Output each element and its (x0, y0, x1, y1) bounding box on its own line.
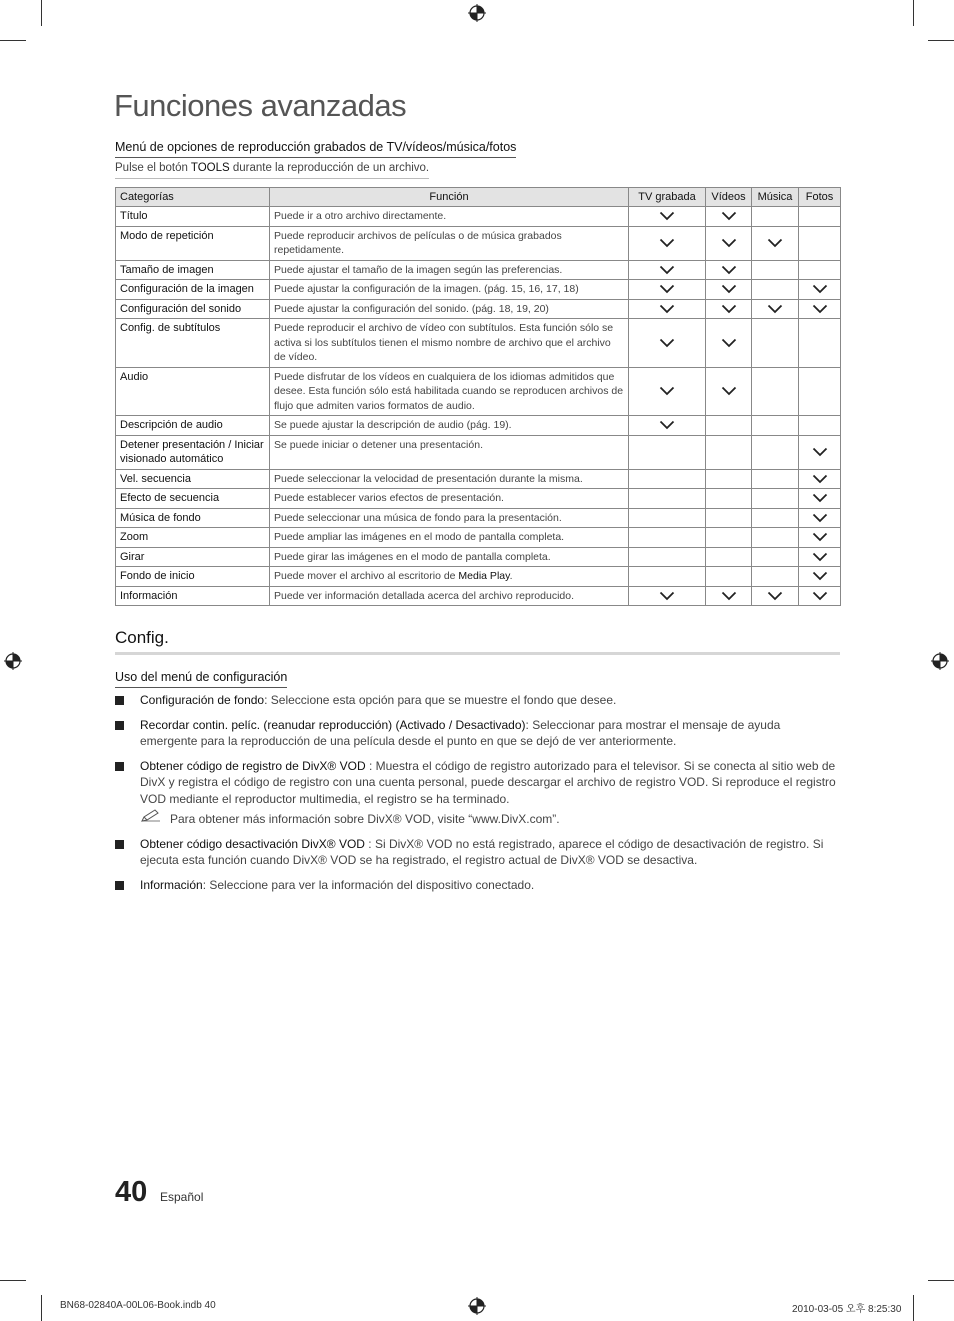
support-cell (752, 586, 799, 606)
page-title: Funciones avanzadas (114, 88, 407, 123)
support-cell (799, 226, 841, 260)
support-cell (706, 319, 752, 368)
checkmark-icon (812, 513, 828, 523)
support-cell (799, 528, 841, 548)
function-cell: Puede ver información detallada acerca del archivo reproducido. (270, 586, 629, 606)
support-cell (752, 528, 799, 548)
page-language: Español (160, 1190, 204, 1204)
support-cell (629, 508, 706, 528)
support-cell (629, 586, 706, 606)
function-cell: Puede disfrutar de los vídeos en cualquiera de los idiomas admitidos que desee. Esta función sólo está habilitada cuando se reproducen archivos de flujo que admiten varios formatos de audio. (270, 367, 629, 416)
support-cell (799, 367, 841, 416)
crop-mark (928, 40, 954, 41)
table-row (116, 567, 841, 587)
support-cell (706, 435, 752, 469)
function-cell: Puede reproducir el archivo de vídeo con subtítulos. Esta función sólo se activa si los subtítulos tienen el mismo nombre de archivo que el archivo de vídeo. (270, 319, 629, 368)
support-cell (799, 319, 841, 368)
checkmark-icon (767, 238, 783, 248)
support-cell (629, 528, 706, 548)
table-header-row (116, 188, 841, 207)
function-text: . (509, 570, 513, 582)
support-cell (629, 416, 706, 436)
support-cell (752, 489, 799, 509)
support-cell (799, 416, 841, 436)
support-cell (706, 528, 752, 548)
config-option-list (115, 692, 840, 901)
support-cell (752, 319, 799, 368)
support-cell (706, 367, 752, 416)
function-cell: Puede seleccionar una música de fondo para la presentación. (270, 508, 629, 528)
column-header: Música (752, 188, 799, 207)
checkmark-icon (659, 420, 675, 430)
checkmark-icon (659, 591, 675, 601)
function-cell: Se puede ajustar la descripción de audio (pág. 19). (270, 416, 629, 436)
support-cell (706, 547, 752, 567)
table-body (116, 207, 841, 606)
square-bullet-icon (115, 840, 124, 849)
note-text: Para obtener más información sobre DivX® VOD, visite “www.DivX.com”. (170, 812, 560, 826)
checkmark-icon (812, 474, 828, 484)
config-option-item (115, 836, 840, 869)
checkmark-icon (659, 265, 675, 275)
support-cell (706, 260, 752, 280)
category-cell: Efecto de secuencia (116, 489, 270, 509)
support-cell (629, 367, 706, 416)
function-cell: Puede ajustar el tamaño de la imagen según las preferencias. (270, 260, 629, 280)
square-bullet-icon (115, 696, 124, 705)
support-cell (752, 367, 799, 416)
table-row (116, 260, 841, 280)
config-option-item (115, 717, 840, 750)
checkmark-icon (659, 304, 675, 314)
playback-options-table (115, 187, 841, 606)
table-row (116, 299, 841, 319)
option-term: Recordar contin. pelíc. (reanudar reproducción) (Activado / Desactivado) (140, 717, 526, 732)
support-cell (799, 508, 841, 528)
crop-mark (0, 1280, 26, 1281)
registration-mark-icon (468, 1297, 486, 1315)
option-term: Información (140, 877, 203, 892)
pencil-note-icon (140, 809, 162, 823)
option-term: Configuración de fondo (140, 693, 265, 707)
config-section-title: Config. (115, 628, 840, 655)
table-row (116, 586, 841, 606)
config-subheading: Uso del menú de configuración (115, 670, 287, 688)
support-cell (629, 226, 706, 260)
config-option-item (115, 758, 840, 828)
checkmark-icon (812, 571, 828, 581)
category-cell: Zoom (116, 528, 270, 548)
support-cell (752, 469, 799, 489)
function-cell: Puede ajustar la configuración del sonido. (pág. 18, 19, 20) (270, 299, 629, 319)
support-cell (706, 489, 752, 509)
checkmark-icon (812, 284, 828, 294)
support-cell (752, 416, 799, 436)
config-option-item (115, 877, 840, 894)
column-header: Categorías (116, 188, 270, 207)
support-cell (752, 260, 799, 280)
function-cell (270, 567, 629, 587)
registration-mark-icon (4, 652, 22, 670)
support-cell (706, 586, 752, 606)
category-cell: Tamaño de imagen (116, 260, 270, 280)
table-row (116, 489, 841, 509)
function-text: Puede mover el archivo al escritorio de (274, 570, 459, 582)
media-play-term: Media Play (458, 570, 510, 582)
square-bullet-icon (115, 881, 124, 890)
support-cell (706, 226, 752, 260)
support-cell (799, 586, 841, 606)
note (140, 811, 840, 828)
table-row (116, 547, 841, 567)
table-row (116, 435, 841, 469)
function-cell: Puede girar las imágenes en el modo de pantalla completa. (270, 547, 629, 567)
option-term: Obtener código desactivación DivX® VOD (140, 836, 365, 851)
checkmark-icon (721, 284, 737, 294)
category-cell: Descripción de audio (116, 416, 270, 436)
support-cell (629, 260, 706, 280)
checkmark-icon (659, 284, 675, 294)
option-description: : Si DivX® VOD no está registrado, aparece el código de desactivación de registro. Si ejecuta esta función cuando DivX® VOD se ha registrado, el registro actual de DivX® VOD se desactiva. (140, 836, 824, 867)
category-cell: Fondo de inicio (116, 567, 270, 587)
category-cell: Config. de subtítulos (116, 319, 270, 368)
support-cell (629, 469, 706, 489)
support-cell (799, 207, 841, 227)
option-description: : Muestra el código de registro autorizado para el televisor. Si se conecta al sitio web de DivX y registra el código de registro con una cuenta personal, puede descargar el archivo de registro VOD. Si reproduce el registro VOD mediante el reproductor multimedia, el registro se ha terminado. (140, 758, 836, 806)
support-cell (629, 207, 706, 227)
category-cell: Detener presentación / Iniciar visionado automático (116, 435, 270, 469)
table-row (116, 367, 841, 416)
checkmark-icon (721, 211, 737, 221)
support-cell (629, 547, 706, 567)
support-cell (706, 299, 752, 319)
support-cell (706, 567, 752, 587)
checkmark-icon (721, 591, 737, 601)
support-cell (752, 547, 799, 567)
function-cell: Puede ajustar la configuración de la imagen. (pág. 15, 16, 17, 18) (270, 280, 629, 300)
registration-mark-icon (468, 4, 486, 22)
category-cell: Modo de repetición (116, 226, 270, 260)
checkmark-icon (659, 386, 675, 396)
support-cell (752, 226, 799, 260)
tools-key: TOOLS (190, 162, 230, 174)
support-cell (752, 280, 799, 300)
category-cell: Vel. secuencia (116, 469, 270, 489)
playback-menu-heading: Menú de opciones de reproducción grabados de TV/vídeos/música/fotos (115, 140, 516, 158)
crop-mark (41, 1295, 42, 1321)
support-cell (799, 547, 841, 567)
option-description: : Seleccione para ver la información del dispositivo conectado. (202, 877, 535, 892)
support-cell (629, 299, 706, 319)
column-header: Fotos (799, 188, 841, 207)
support-cell (799, 260, 841, 280)
playback-instruction (115, 162, 429, 179)
checkmark-icon (721, 338, 737, 348)
checkmark-icon (721, 238, 737, 248)
checkmark-icon (812, 552, 828, 562)
support-cell (706, 207, 752, 227)
function-cell: Se puede iniciar o detener una presentación. (270, 435, 629, 469)
config-option-item (115, 692, 840, 709)
support-cell (799, 299, 841, 319)
checkmark-icon (659, 338, 675, 348)
support-cell (752, 207, 799, 227)
column-header: Vídeos (706, 188, 752, 207)
support-cell (706, 508, 752, 528)
support-cell (799, 567, 841, 587)
option-description: : Seleccionar para mostrar el mensaje de ayuda emergente para la reproducción de una película desde el punto en que se dejó de ver anteriormente. (140, 717, 781, 748)
support-cell (629, 280, 706, 300)
crop-mark (0, 40, 26, 41)
function-cell: Puede ampliar las imágenes en el modo de pantalla completa. (270, 528, 629, 548)
category-cell: Girar (116, 547, 270, 567)
table-row (116, 319, 841, 368)
category-cell: Información (116, 586, 270, 606)
footer-timestamp: 2010-03-05 오후 8:25:30 (792, 1304, 902, 1315)
checkmark-icon (812, 304, 828, 314)
checkmark-icon (812, 447, 828, 457)
table-row (116, 416, 841, 436)
function-cell: Puede ir a otro archivo directamente. (270, 207, 629, 227)
instruction-text: durante la reproducción de un archivo. (229, 162, 430, 174)
support-cell (752, 567, 799, 587)
crop-mark (928, 1280, 954, 1281)
option-description: : Seleccione esta opción para que se muestre el fondo que desee. (264, 693, 617, 707)
checkmark-icon (721, 386, 737, 396)
table-row (116, 207, 841, 227)
column-header: Función (270, 188, 629, 207)
category-cell: Configuración de la imagen (116, 280, 270, 300)
support-cell (752, 435, 799, 469)
table-row (116, 469, 841, 489)
support-cell (799, 280, 841, 300)
table-row (116, 508, 841, 528)
checkmark-icon (721, 265, 737, 275)
checkmark-icon (812, 493, 828, 503)
function-cell: Puede reproducir archivos de películas o de música grabados repetidamente. (270, 226, 629, 260)
checkmark-icon (659, 238, 675, 248)
checkmark-icon (812, 591, 828, 601)
crop-mark (913, 1295, 914, 1321)
support-cell (629, 435, 706, 469)
table-row (116, 528, 841, 548)
support-cell (629, 489, 706, 509)
table-row (116, 280, 841, 300)
category-cell: Configuración del sonido (116, 299, 270, 319)
support-cell (799, 489, 841, 509)
checkmark-icon (721, 304, 737, 314)
checkmark-icon (767, 304, 783, 314)
column-header: TV grabada (629, 188, 706, 207)
table-row (116, 226, 841, 260)
checkmark-icon (812, 532, 828, 542)
support-cell (629, 319, 706, 368)
checkmark-icon (659, 211, 675, 221)
category-cell: Audio (116, 367, 270, 416)
footer-file-info: BN68-02840A-00L06-Book.indb 40 (60, 1300, 216, 1311)
instruction-text: Pulse el botón (115, 162, 191, 174)
crop-mark (41, 0, 42, 26)
category-cell: Música de fondo (116, 508, 270, 528)
support-cell (706, 416, 752, 436)
function-cell: Puede establecer varios efectos de presentación. (270, 489, 629, 509)
square-bullet-icon (115, 721, 124, 730)
support-cell (799, 469, 841, 489)
square-bullet-icon (115, 762, 124, 771)
option-term: Obtener código de registro de DivX® VOD (140, 758, 366, 773)
support-cell (706, 280, 752, 300)
function-cell: Puede seleccionar la velocidad de presentación durante la misma. (270, 469, 629, 489)
page-number: 40 (115, 1176, 148, 1208)
support-cell (706, 469, 752, 489)
support-cell (752, 299, 799, 319)
registration-mark-icon (931, 652, 949, 670)
support-cell (799, 435, 841, 469)
support-cell (629, 567, 706, 587)
checkmark-icon (767, 591, 783, 601)
category-cell: Título (116, 207, 270, 227)
support-cell (752, 508, 799, 528)
crop-mark (913, 0, 914, 26)
